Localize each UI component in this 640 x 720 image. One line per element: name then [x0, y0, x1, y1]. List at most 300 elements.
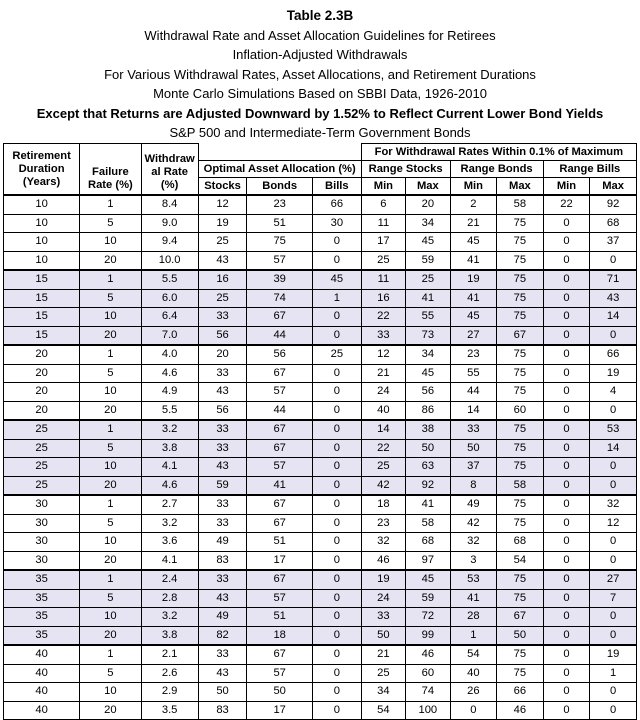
table-cell: 46 [406, 645, 450, 664]
table-cell: 75 [497, 364, 544, 383]
table-cell: 20 [80, 626, 141, 645]
table-cell: 25 [4, 420, 80, 439]
table-cell: 41 [450, 289, 497, 308]
table-cell: 0 [312, 401, 361, 420]
table-cell: 1 [450, 626, 497, 645]
header-stocks-max: Max [406, 178, 450, 196]
table-row [4, 195, 637, 214]
table-cell: 68 [406, 533, 450, 552]
table-cell: 67 [247, 645, 313, 664]
header-blank [198, 144, 361, 161]
table-row [4, 233, 637, 252]
table-cell: 60 [497, 401, 544, 420]
table-cell: 20 [406, 195, 450, 214]
table-cell: 97 [406, 551, 450, 570]
table-cell: 1 [80, 645, 141, 664]
table-cell: 74 [406, 683, 450, 702]
table-cell: 44 [247, 401, 313, 420]
table-cell: 10 [80, 608, 141, 627]
table-cell: 9.4 [141, 233, 198, 252]
table-cell: 56 [198, 326, 247, 345]
table-cell: 0 [312, 308, 361, 327]
table-cell: 43 [590, 289, 637, 308]
table-cell: 2.4 [141, 570, 198, 589]
table-cell: 4.9 [141, 383, 198, 402]
header-retirement-duration: Retirement Duration (Years) [4, 144, 80, 196]
table-cell: 17 [247, 551, 313, 570]
table-cell: 54 [497, 551, 544, 570]
table-cell: 10 [4, 233, 80, 252]
table-cell: 0 [543, 551, 590, 570]
table-cell: 4.1 [141, 458, 198, 477]
table-cell: 0 [543, 533, 590, 552]
table-cell: 0 [543, 608, 590, 627]
table-cell: 41 [406, 289, 450, 308]
table-cell: 20 [80, 476, 141, 495]
table-cell: 33 [361, 608, 405, 627]
table-cell: 57 [247, 458, 313, 477]
table-cell: 67 [247, 570, 313, 589]
table-cell: 75 [497, 458, 544, 477]
table-cell: 25 [198, 289, 247, 308]
table-row [4, 589, 637, 608]
header-range-bonds: Range Bonds [450, 161, 543, 178]
table-cell: 0 [312, 570, 361, 589]
table-cell: 9.0 [141, 214, 198, 233]
table-cell: 14 [590, 439, 637, 458]
table-cell: 10 [80, 308, 141, 327]
table-cell: 5 [80, 289, 141, 308]
table-cell: 75 [247, 233, 313, 252]
table-cell: 12 [361, 345, 405, 364]
table-cell: 1 [80, 570, 141, 589]
table-cell: 30 [4, 495, 80, 514]
table-cell: 12 [590, 514, 637, 533]
table-cell: 50 [450, 439, 497, 458]
table-cell: 0 [312, 551, 361, 570]
table-row [4, 326, 637, 345]
table-cell: 11 [361, 270, 405, 289]
table-row [4, 439, 637, 458]
table-cell: 45 [450, 233, 497, 252]
table-cell: 0 [312, 476, 361, 495]
table-cell: 59 [406, 589, 450, 608]
table-cell: 60 [406, 664, 450, 683]
table-cell: 22 [543, 195, 590, 214]
table-cell: 43 [198, 383, 247, 402]
table-cell: 45 [450, 308, 497, 327]
table-cell: 18 [361, 495, 405, 514]
table-cell: 14 [590, 308, 637, 327]
table-cell: 5 [80, 214, 141, 233]
table-cell: 20 [4, 364, 80, 383]
table-cell: 0 [543, 326, 590, 345]
table-cell: 10 [80, 458, 141, 477]
table-cell: 0 [590, 683, 637, 702]
table-cell: 2 [450, 195, 497, 214]
table-cell: 74 [247, 289, 313, 308]
table-row [4, 214, 637, 233]
table-row [4, 401, 637, 420]
table-cell: 67 [247, 308, 313, 327]
table-cell: 67 [247, 439, 313, 458]
header-withdrawal-rate: Withdraw al Rate (%) [141, 144, 198, 196]
table-cell: 41 [450, 589, 497, 608]
table-cell: 33 [450, 420, 497, 439]
table-row [4, 533, 637, 552]
table-cell: 0 [543, 570, 590, 589]
table-cell: 0 [590, 458, 637, 477]
table-cell: 3.2 [141, 608, 198, 627]
table-cell: 55 [450, 364, 497, 383]
table-cell: 75 [497, 439, 544, 458]
table-cell: 0 [543, 683, 590, 702]
table-cell: 0 [590, 608, 637, 627]
table-number: Table 2.3B [286, 8, 354, 23]
table-cell: 34 [361, 683, 405, 702]
table-cell: 25 [361, 251, 405, 270]
table-cell: 30 [4, 551, 80, 570]
table-row [4, 289, 637, 308]
table-cell: 67 [247, 364, 313, 383]
table-cell: 20 [80, 251, 141, 270]
table-cell: 1 [80, 495, 141, 514]
table-cell: 21 [361, 645, 405, 664]
table-cell: 20 [80, 701, 141, 720]
header-bonds-max: Max [497, 178, 544, 196]
table-cell: 58 [406, 514, 450, 533]
table-cell: 15 [4, 270, 80, 289]
table-cell: 10 [4, 251, 80, 270]
table-cell: 25 [312, 345, 361, 364]
table-cell: 50 [497, 626, 544, 645]
table-cell: 57 [247, 383, 313, 402]
table-cell: 0 [450, 701, 497, 720]
table-row [4, 364, 637, 383]
table-cell: 56 [406, 383, 450, 402]
table-cell: 40 [4, 701, 80, 720]
table-cell: 27 [590, 570, 637, 589]
table-cell: 10 [80, 383, 141, 402]
table-cell: 14 [450, 401, 497, 420]
table-cell: 75 [497, 383, 544, 402]
table-cell: 49 [450, 495, 497, 514]
header-row-1 [4, 144, 637, 161]
table-cell: 17 [361, 233, 405, 252]
table-cell: 30 [4, 514, 80, 533]
table-cell: 0 [590, 551, 637, 570]
table-cell: 10 [80, 233, 141, 252]
table-cell: 32 [450, 533, 497, 552]
table-cell: 55 [406, 308, 450, 327]
table-cell: 33 [198, 308, 247, 327]
table-cell: 8 [450, 476, 497, 495]
table-cell: 0 [543, 214, 590, 233]
table-cell: 40 [4, 664, 80, 683]
table-cell: 2.1 [141, 645, 198, 664]
table-cell: 8.4 [141, 195, 198, 214]
table-cell: 3.6 [141, 533, 198, 552]
table-cell: 0 [312, 383, 361, 402]
table-cell: 7 [590, 589, 637, 608]
table-row [4, 345, 637, 364]
table-cell: 33 [198, 514, 247, 533]
table-cell: 18 [247, 626, 313, 645]
table-cell: 50 [361, 626, 405, 645]
table-cell: 43 [198, 664, 247, 683]
table-cell: 99 [406, 626, 450, 645]
table-cell: 3.2 [141, 514, 198, 533]
table-cell: 49 [198, 533, 247, 552]
table-cell: 7.0 [141, 326, 198, 345]
table-cell: 22 [361, 308, 405, 327]
header-bills-min: Min [543, 178, 590, 196]
table-row [4, 495, 637, 514]
table-cell: 24 [361, 589, 405, 608]
table-cell: 33 [198, 645, 247, 664]
table-cell: 5 [80, 364, 141, 383]
table-cell: 0 [312, 458, 361, 477]
table-cell: 44 [247, 326, 313, 345]
table-cell: 0 [590, 626, 637, 645]
table-cell: 63 [406, 458, 450, 477]
header-optimal-allocation: Optimal Asset Allocation (%) [198, 161, 361, 178]
table-cell: 51 [247, 608, 313, 627]
table-cell: 57 [247, 589, 313, 608]
table-cell: 83 [198, 701, 247, 720]
table-cell: 0 [543, 589, 590, 608]
table-cell: 34 [406, 345, 450, 364]
table-cell: 21 [361, 364, 405, 383]
table-cell: 92 [406, 476, 450, 495]
table-title-block [0, 0, 640, 143]
table-cell: 0 [590, 326, 637, 345]
table-cell: 25 [361, 664, 405, 683]
table-cell: 27 [450, 326, 497, 345]
table-cell: 0 [543, 401, 590, 420]
table-cell: 83 [198, 551, 247, 570]
table-cell: 6.4 [141, 308, 198, 327]
table-subtitle-2: For Various Withdrawal Rates, Asset Allocations, and Retirement Durations [104, 66, 536, 82]
table-cell: 0 [543, 495, 590, 514]
table-body [4, 195, 637, 720]
table-cell: 15 [4, 326, 80, 345]
table-cell: 0 [312, 683, 361, 702]
table-cell: 37 [450, 458, 497, 477]
table-cell: 53 [450, 570, 497, 589]
header-within-max: For Withdrawal Rates Within 0.1% of Maximum [361, 144, 636, 161]
table-cell: 51 [247, 533, 313, 552]
table-cell: 33 [198, 439, 247, 458]
table-cell: 49 [198, 608, 247, 627]
table-cell: 19 [590, 364, 637, 383]
table-row [4, 383, 637, 402]
table-cell: 5 [80, 439, 141, 458]
table-row [4, 701, 637, 720]
table-cell: 16 [198, 270, 247, 289]
table-cell: 43 [198, 251, 247, 270]
table-cell: 23 [450, 345, 497, 364]
table-cell: 72 [406, 608, 450, 627]
table-cell: 56 [198, 401, 247, 420]
table-cell: 19 [590, 645, 637, 664]
header-failure-rate: Failure Rate (%) [80, 144, 141, 196]
table-cell: 75 [497, 664, 544, 683]
table-cell: 0 [312, 326, 361, 345]
table-cell: 0 [312, 701, 361, 720]
table-cell: 2.8 [141, 589, 198, 608]
table-cell: 75 [497, 214, 544, 233]
table-cell: 35 [4, 626, 80, 645]
table-cell: 73 [406, 326, 450, 345]
table-cell: 21 [450, 214, 497, 233]
table-cell: 44 [450, 383, 497, 402]
table-cell: 16 [361, 289, 405, 308]
table-cell: 26 [450, 683, 497, 702]
table-cell: 5.5 [141, 270, 198, 289]
table-cell: 3.8 [141, 626, 198, 645]
table-cell: 45 [312, 270, 361, 289]
table-cell: 2.9 [141, 683, 198, 702]
table-cell: 25 [406, 270, 450, 289]
table-row [4, 308, 637, 327]
table-cell: 0 [590, 701, 637, 720]
table-cell: 20 [4, 345, 80, 364]
header-range-stocks: Range Stocks [361, 161, 450, 178]
table-cell: 5 [80, 589, 141, 608]
table-cell: 35 [4, 589, 80, 608]
table-cell: 3.8 [141, 439, 198, 458]
table-cell: 75 [497, 420, 544, 439]
table-cell: 50 [198, 683, 247, 702]
header-range-bills: Range Bills [543, 161, 636, 178]
table-cell: 0 [590, 476, 637, 495]
table-cell: 43 [198, 589, 247, 608]
table-cell: 1 [80, 345, 141, 364]
table-cell: 33 [198, 364, 247, 383]
table-cell: 68 [590, 214, 637, 233]
table-cell: 5 [80, 664, 141, 683]
table-cell: 58 [497, 195, 544, 214]
table-cell: 51 [247, 214, 313, 233]
table-cell: 3.5 [141, 701, 198, 720]
table-subtitle-3: Monte Carlo Simulations Based on SBBI Data, 1926-2010 [153, 86, 487, 101]
table-cell: 0 [312, 664, 361, 683]
table-cell: 20 [80, 326, 141, 345]
table-cell: 4.1 [141, 551, 198, 570]
table-cell: 0 [312, 645, 361, 664]
table-cell: 20 [80, 551, 141, 570]
table-cell: 0 [590, 401, 637, 420]
table-cell: 66 [590, 345, 637, 364]
table-row [4, 551, 637, 570]
table-cell: 58 [497, 476, 544, 495]
table-cell: 0 [543, 345, 590, 364]
table-cell: 42 [450, 514, 497, 533]
table-cell: 23 [247, 195, 313, 214]
table-cell: 86 [406, 401, 450, 420]
table-cell: 0 [543, 383, 590, 402]
table-cell: 75 [497, 645, 544, 664]
table-cell: 0 [543, 308, 590, 327]
table-cell: 10 [4, 195, 80, 214]
table-cell: 5.5 [141, 401, 198, 420]
table-cell: 0 [312, 233, 361, 252]
table-row [4, 270, 637, 289]
table-cell: 67 [247, 514, 313, 533]
table-cell: 57 [247, 664, 313, 683]
table-cell: 41 [406, 495, 450, 514]
table-cell: 0 [543, 420, 590, 439]
table-row [4, 664, 637, 683]
table-cell: 35 [4, 608, 80, 627]
table-row [4, 458, 637, 477]
table-cell: 0 [312, 251, 361, 270]
table-cell: 10 [80, 533, 141, 552]
table-row [4, 420, 637, 439]
table-cell: 40 [450, 664, 497, 683]
table-cell: 11 [361, 214, 405, 233]
table-cell: 0 [543, 514, 590, 533]
table-row [4, 476, 637, 495]
table-cell: 42 [361, 476, 405, 495]
table-cell: 15 [4, 289, 80, 308]
table-cell: 20 [4, 383, 80, 402]
table-cell: 75 [497, 251, 544, 270]
table-cell: 40 [4, 683, 80, 702]
table-cell: 32 [361, 533, 405, 552]
table-cell: 38 [406, 420, 450, 439]
table-cell: 0 [543, 476, 590, 495]
table-cell: 1 [312, 289, 361, 308]
table-cell: 53 [590, 420, 637, 439]
table-subtitle-1: Inflation-Adjusted Withdrawals [232, 47, 408, 62]
table-cell: 67 [247, 420, 313, 439]
header-bills: Bills [312, 178, 361, 196]
table-cell: 67 [497, 326, 544, 345]
table-cell: 0 [590, 533, 637, 552]
table-cell: 2.6 [141, 664, 198, 683]
table-cell: 0 [543, 289, 590, 308]
table-cell: 66 [497, 683, 544, 702]
table-row [4, 514, 637, 533]
table-cell: 46 [497, 701, 544, 720]
table-title: Withdrawal Rate and Asset Allocation Guidelines for Retirees [144, 27, 496, 43]
table-cell: 0 [312, 514, 361, 533]
table-cell: 0 [543, 364, 590, 383]
table-cell: 10.0 [141, 251, 198, 270]
table-cell: 0 [543, 458, 590, 477]
table-cell: 20 [198, 345, 247, 364]
header-stocks: Stocks [198, 178, 247, 196]
table-cell: 15 [4, 308, 80, 327]
table-cell: 14 [361, 420, 405, 439]
table-cell: 0 [312, 608, 361, 627]
table-cell: 12 [198, 195, 247, 214]
table-cell: 22 [361, 439, 405, 458]
table-cell: 0 [543, 251, 590, 270]
table-cell: 4.6 [141, 364, 198, 383]
table-cell: 3 [450, 551, 497, 570]
table-cell: 33 [198, 420, 247, 439]
table-cell: 24 [361, 383, 405, 402]
table-cell: 32 [590, 495, 637, 514]
table-cell: 28 [450, 608, 497, 627]
table-cell: 45 [406, 364, 450, 383]
table-cell: 0 [543, 664, 590, 683]
table-cell: 1 [590, 664, 637, 683]
table-cell: 0 [312, 420, 361, 439]
